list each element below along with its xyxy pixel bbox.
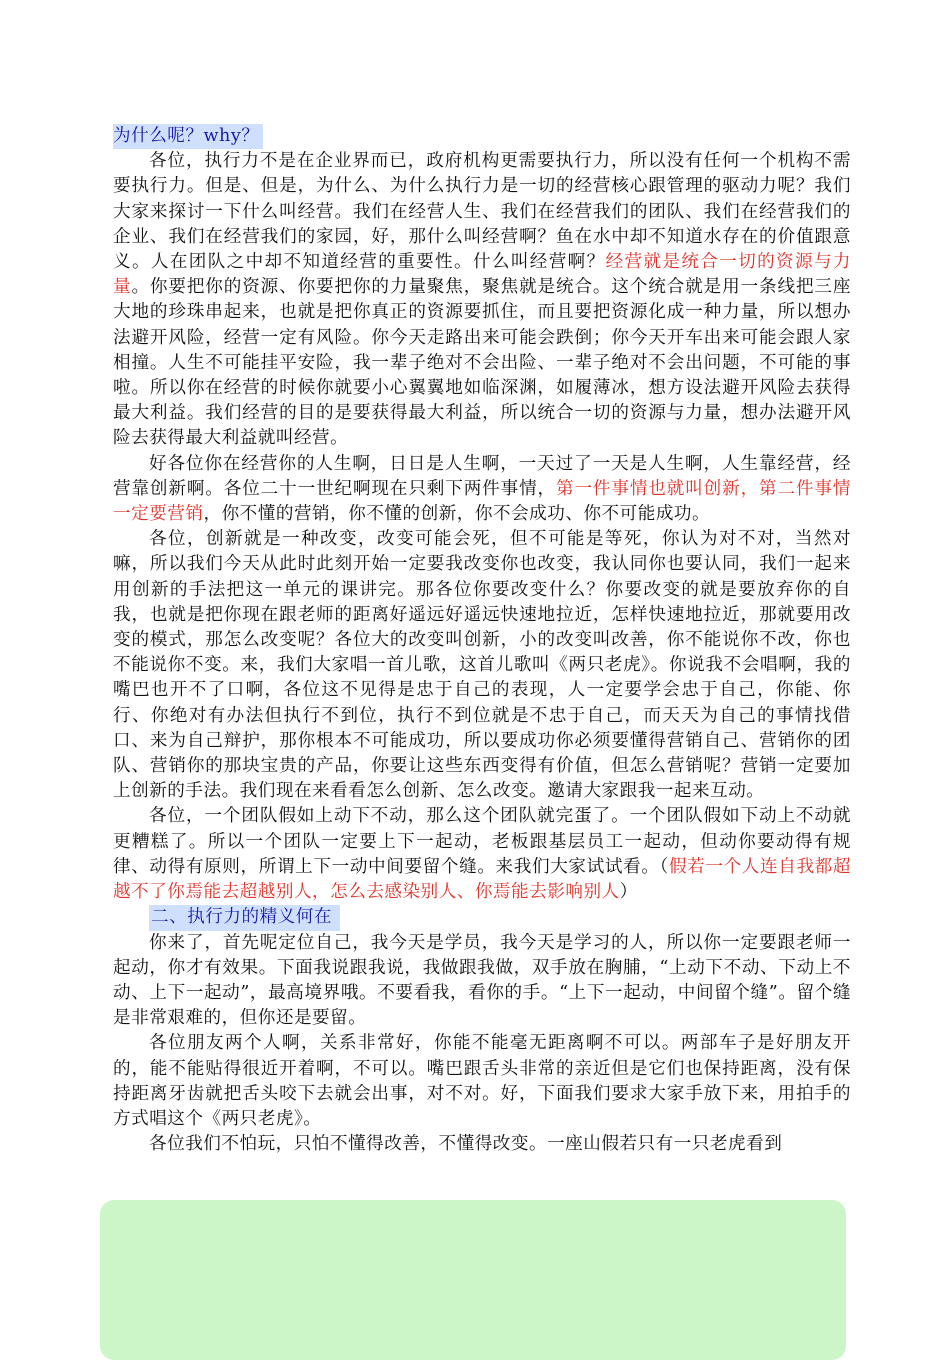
section-heading-2 [113,905,851,930]
paragraph-1: 各位，执行力不是在企业界而已，政府机构更需要执行力，所以没有任何一个机构不需要执行力。但是、但是，为什么、为什么执行力是一切的经营核心跟管理的驱动力呢？我们大家来探讨一下什么叫经营。我们在经营人生、我们在经营我们的团队、我们在经营我们的企业、我们在经营我们的家园，好，那什么叫经营啊？鱼在水中却不知道水存在的价值跟意义。人在团队之中却不知道经营的重要性。什么叫经营啊？经营就是统合一切的资源与力量。你要把你的资源、你要把你的力量聚焦，聚焦就是统合。这个统合就是用一条线把三座大地的珍珠串起来，也就是把你真正的资源要抓住，而且要把资源化成一种力量，所以想办法避开风险，经营一定有风险。你今天走路出来可能会跌倒；你今天开车出来可能会跟人家相撞。人生不可能挂平安险，我一辈子绝对不会出险、一辈子绝对不会出问题，不可能的事啦。所以你在经营的时候你就要小心翼翼地如临深渊，如履薄冰，想方设法避开风险去获得最大利益。我们经营的目的是要获得最大利益，所以统合一切的资源与力量，想办法避开风险去获得最大利益就叫经营。 [113,151,851,449]
paragraph-7: 各位我们不怕玩，只怕不懂得改善，不懂得改变。一座山假若只有一只老虎看到 [149,1134,783,1155]
paragraph-4: 各位，一个团队假如上动下不动，那么这个团队就完蛋了。一个团队假如下动上不动就更糟糕了。所以一个团队一定要上下一起动，老板跟基层员工一起动，但动你要动得有规律、动得有原则，所谓上下一动中间要留个缝。来我们大家试试看。（假若一个人连自我都超越不了你焉能去超越别人，怎么去感染别人、你焉能去影响别人） [113,806,851,903]
paragraph-3: 各位，创新就是一种改变，改变可能会死，但不可能是等死，你认为对不对，当然对嘛，所以我们今天从此时此刻开始一定要我改变你也改变，我认同你也要认同，我们一起来用创新的手法把这一单元的课讲完。那各位你要改变什么？你要改变的就是要放弃你的自我，也就是把你现在跟老师的距离好遥远好遥远快速地拉近，怎样快速地拉近，那就要用改变的模式，那怎么改变呢？各位大的改变叫创新，小的改变叫改善，你不能说你不改，你也不能说你不变。来，我们大家唱一首儿歌，这首儿歌叫《两只老虎》。你说我不会唱啊，我的嘴巴也开不了口啊，各位这不见得是忠于自己的表现，人一定要学会忠于自己，你能、你行、你绝对有办法但执行不到位，执行不到位就是不忠于自己，而天天为自己的事情找借口、来为自己辩护，那你根本不可能成功，所以要成功你必须要懂得营销自己、营销你的团队、营销你的那块宝贵的产品，你要让这些东西变得有价值，但怎么营销呢？营销一定要加上创新的手法。我们现在来看看怎么创新、怎么改变。邀请大家跟我一起来互动。 [113,529,851,802]
highlight-definition: 经营就是统合一切的资源与力量 [113,252,851,298]
heading-why: 为什么呢？why？ [113,124,263,149]
heading-execution-essence: 二、执行力的精义何在 [149,905,340,930]
highlight-self-transcend: 假若一个人连自我都超越不了你焉能去超越别人，怎么去感染别人、你焉能去影响别人 [113,856,851,903]
paragraph-5: 你来了，首先呢定位自己，我今天是学员，我今天是学习的人，所以你一定要跟老师一起动，你才有效果。下面我说跟我说，我做跟我做，双手放在胸脯，“上动下不动、下动上不动、上下一起动”，最高境界哦。不要看我，看你的手。“上下一起动，中间留个缝”。留个缝是非常艰难的，但你还是要留。 [113,932,851,1029]
section-heading-why [113,124,851,149]
highlight-innovation-marketing: 第一件事情也就叫创新，第二件事情一定要营销 [113,478,851,525]
document-body [113,124,851,1157]
paragraph-6: 各位朋友两个人啊，关系非常好，你能不能毫无距离啊不可以。两部车子是好朋友开的，能不能贴得很近开着啊，不可以。嘴巴跟舌头非常的亲近但是它们也保持距离，没有保持距离牙齿就把舌头咬下去就会出事，对不对。好，下面我们要求大家手放下来，用拍手的方式唱这个《两只老虎》。 [113,1033,851,1129]
green-shaded-box [100,1200,846,1360]
paragraph-2: 好各位你在经营你的人生啊，日日是人生啊，一天过了一天是人生啊，人生靠经营，经营靠创新啊。各位二十一世纪啊现在只剩下两件事情，第一件事情也就叫创新，第二件事情一定要营销，你不懂的营销，你不懂的创新，你不会成功、你不可能成功。 [113,453,851,525]
